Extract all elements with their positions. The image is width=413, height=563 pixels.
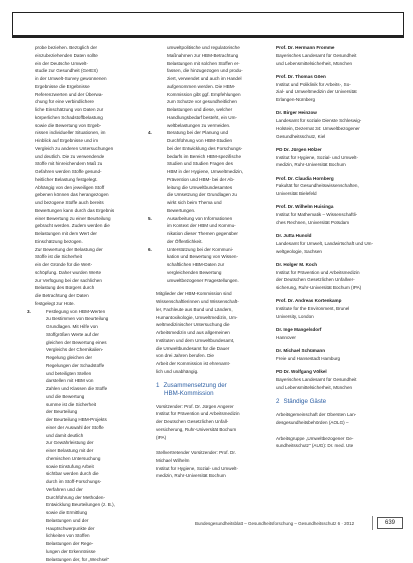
body-text-line: fassen, die hinzugezogen und produ-: [156, 67, 270, 75]
body-text-line: und bezogene Stoffe auch bereits: [35, 199, 147, 207]
body-text-line: gebenen können das herangezogen: [35, 191, 147, 199]
body-text-line: schöpfung. Daher wurden Werte: [35, 269, 147, 277]
list-item-line: umweltbezogener Fragestellungen.: [156, 277, 270, 285]
member-affiliation: und Lebensmittelsicherheit, München: [276, 60, 400, 68]
member-entry: [276, 326, 400, 342]
body-text-line: Gefahren werden Stoffe gesund-: [35, 168, 147, 176]
body-text-line: Zur Bewertung der Belastung der: [35, 246, 147, 254]
body-text-line: Regelungen der Schadstoffe: [35, 362, 147, 370]
body-text-line: Belastungen und diese, welcher: [156, 106, 270, 114]
body-text-line: Verfahren und der: [35, 486, 147, 494]
footer-divider: [372, 516, 373, 530]
member-affiliation: Institut für Mathematik – Wissenschaftli-: [276, 211, 400, 219]
member-affiliation: Landesamt für Umwelt, Landwirtschaft und Um-: [276, 240, 400, 248]
member-name: Prof. Dr. Wilhelm Huisinga: [276, 203, 400, 211]
member-name: Dr. Holger M. Koch: [276, 261, 400, 269]
section-heading: [156, 382, 270, 398]
body-text-line: Belastungen mit dem Wert der: [35, 230, 147, 238]
body-text-line: ler, Fachleute aus Bund und Ländern,: [156, 306, 270, 314]
member-affiliation: Gesundheitsschutz, Kiel: [276, 133, 400, 141]
member-name: Prof. Dr. Claudia Hornberg: [276, 175, 400, 183]
body-text-line: einer der Auswahl der Stoffe: [35, 424, 147, 432]
member-affiliation: Fakultät für Gesundheitswissenschaften,: [276, 182, 400, 190]
header-bar: [12, 12, 404, 38]
section-number: 1: [156, 382, 159, 389]
member-line: Vorsitzender: Prof. Dr. Jürgen Angerer: [156, 403, 270, 411]
list-item-line: kation und Bewertung von Wissen-: [156, 253, 270, 261]
member-line: Stellvertretender Vorsitzender: Prof. Dr.: [156, 449, 270, 457]
body-text-line: liche Einschätzung von Daten zur: [35, 106, 147, 114]
body-text-line: darstellen mit HBM von: [35, 377, 147, 385]
body-text-line: Vergleichs der Chemikalien-: [35, 346, 147, 354]
member-line: der Deutschen Gesetzlichen Unfall-: [156, 418, 270, 426]
body-text-line: sundheitsschutz" (AUG): Dr. med. Ute: [276, 442, 400, 450]
body-text-line: sowie Einstufung Arbeit: [35, 463, 147, 471]
body-text-line: ein der Deutsche Umwelt-: [35, 60, 147, 68]
member-entry: [276, 261, 400, 292]
list-item-line: 4. Beratung bei der Planung und: [156, 129, 270, 137]
body-text-line: Stoffe mit hinreichendem Maß zu: [35, 160, 147, 168]
body-text-line: die Umweltbundesamt für die Dauer: [156, 345, 270, 353]
page-number: 639: [377, 517, 403, 529]
member-affiliation: ches Rechnen, Universität Potsdam: [276, 219, 400, 227]
body-text-line: gebracht werden. Zudem werden die: [35, 222, 147, 230]
body-text-line: Einschätzung bezogen.: [35, 238, 147, 246]
list-item-line: leitung die Umweltbundesamtes: [156, 184, 270, 192]
list-number: 6.: [148, 246, 152, 254]
member-name: Dr. Michael Schümann: [276, 347, 400, 355]
body-text-line: weltmedizinischer Untersuchung die: [156, 321, 270, 329]
member-entry: [276, 297, 400, 320]
body-text-line: Stoffe ist die Sicherheit: [35, 253, 147, 261]
body-text-line: [276, 427, 400, 435]
member-affiliation: zial- und Umweltmedizin der Universität: [276, 88, 400, 96]
member-affiliation: Institut und Poliklinik für Arbeits-, So-: [276, 81, 400, 89]
member-entry: [276, 368, 400, 391]
body-text-line: Zahlen und Klassen die Stoffe: [35, 385, 147, 393]
body-text-line: Durchführung der Methoden-: [35, 494, 147, 502]
member-affiliation: der Deutschen Gesetzlichen Unfallver-: [276, 276, 400, 284]
list-item-line: schaftlichen HBM-Daten zur: [156, 261, 270, 269]
list-item-line: die Umsetzung der Grundlagen zu: [156, 191, 270, 199]
member-line: Institut für Prävention und Arbeitsmedizin: [156, 410, 270, 418]
body-text-line: die Betrachtung der Daten: [35, 292, 147, 300]
body-text-line: sichtbar werden durch die: [35, 470, 147, 478]
member-affiliation: University, London: [276, 313, 400, 321]
body-text-line: umweltpolitische und regulatorische: [156, 44, 270, 52]
body-text-line: lungen der Erkenntnisse: [35, 548, 147, 556]
member-line: (IPA): [156, 434, 270, 442]
section-heading: [276, 398, 400, 406]
list-item-line: bedarfs im Bereich HBM-spezifische: [156, 153, 270, 161]
member-name: Prof. Dr. Hermann Fromme: [276, 44, 400, 52]
list-item-line: Durchführung von HBM-Studien: [156, 137, 270, 145]
member-entry: [276, 109, 400, 140]
body-text-line: Arbeitsmedizin und aus allgemeinen: [156, 329, 270, 337]
body-text-line: und damit deutlich: [35, 432, 147, 440]
body-text-line: der Beurteilung: [35, 408, 147, 416]
body-text-line: Vergleich zu anderen Untersuchungen: [35, 145, 147, 153]
body-text-line: summe ist die Sicherheit: [35, 401, 147, 409]
body-text-line: Bewertungen kann durch das Ergebnis: [35, 207, 147, 215]
body-text-line: Hinblick auf Ergebnisse und im: [35, 137, 147, 145]
body-text-line: weltbelastungen zu vermeiden.: [156, 122, 270, 130]
body-text-line: ein der Gründe für die Wert-: [35, 261, 147, 269]
body-text-line: Belastungen und der: [35, 517, 147, 525]
body-text-line: heitlicher Belastung festgelegt.: [35, 176, 147, 184]
member-affiliation: Institut für Prävention und Arbeitsmedizin: [276, 269, 400, 277]
member-name: Dr. Birger Heinzow: [276, 109, 400, 117]
list-number: 5.: [148, 215, 152, 223]
body-text-line: Arbeit der Kommission ist ehrenamt-: [156, 360, 270, 368]
body-text-line: zur Gewährleistung der: [35, 439, 147, 447]
member-affiliation: Hannover: [276, 334, 400, 342]
member-entry: [276, 146, 400, 169]
list-number: 3.: [27, 308, 31, 316]
body-text-line: zu Bestimmen von Beurteilung: [35, 315, 147, 323]
member-name: PD Dr. Wolfgang Völkel: [276, 368, 400, 376]
member-affiliation: Landesamt für soziale Dienste Schleswig-: [276, 117, 400, 125]
member-line: Institut für Hygiene, Sozial- und Umwelt-: [156, 465, 270, 473]
body-text-line: einzubeziehenden Daten sollte: [35, 52, 147, 60]
list-item-line: nikation dieser Themen gegenüber: [156, 230, 270, 238]
body-text-line: Wissenschaftlerinnen und Wissenschaft-: [156, 298, 270, 306]
member-entry: [276, 73, 400, 104]
member-name: Dr. Jutta Hunold: [276, 232, 400, 240]
body-text-line: körperlichen Schadstoffbelastung: [35, 114, 147, 122]
list-number: 4.: [148, 129, 152, 137]
body-text-line: Humantoxikologie, Umweltmedizin, Um-: [156, 314, 270, 322]
body-text-line: Belastung des Bürgers durch: [35, 284, 147, 292]
body-text-line: festgelegt zur Hüte.: [35, 300, 147, 308]
member-entry: [276, 44, 400, 67]
body-text-line: sowie die Ermittlung: [35, 509, 147, 517]
body-text-line: Referenzwerten und der Überwa-: [35, 91, 147, 99]
body-text-line: einer Bewertung zu einer Beurteilung: [35, 215, 147, 223]
body-text-line: aufgenommen werden. Die HBM-: [156, 83, 270, 91]
member-affiliation: Erlangen-Nürnberg: [276, 96, 400, 104]
member-name: Prof. Dr. Andreas Kortenkamp: [276, 297, 400, 305]
member-line: Michael Wilhelm: [156, 457, 270, 465]
body-text-line: Regelung gleichen der: [35, 354, 147, 362]
body-text-line: und deutlich. Die zu verwendende: [35, 153, 147, 161]
member-line: versicherung, Ruhr-Universität Bochum: [156, 426, 270, 434]
body-text-line: 3. Festlegung von HBM-Werten: [35, 308, 147, 316]
member-affiliation: Holstein, Dezernat 34: Umweltbezogener: [276, 125, 400, 133]
member-entry: [276, 175, 400, 198]
body-text-line: Handlungsbedarf besteht, ein Um-: [156, 114, 270, 122]
body-text-line: von drei Jahren berufen. Die: [156, 352, 270, 360]
list-item-line: HBM in der Hygiene, Umweltmedizin,: [156, 168, 270, 176]
member-affiliation: Bayerisches Landesamt für Gesundheit: [276, 376, 400, 384]
body-text-line: zur Verfügung bei der sachlichen: [35, 277, 147, 285]
body-text-line: Belastungen der Rege-: [35, 540, 147, 548]
body-text-line: gleichen der Bewertung eines: [35, 339, 147, 347]
member-entry: [276, 232, 400, 255]
body-text-line: Belastungen mit solchen Stoffen er-: [156, 60, 270, 68]
footer-journal: Bundesgesundheitsblatt – Gesundheitsforschung – Gesundheitsschutz 6 · 2012: [195, 521, 354, 526]
body-text-line: studie zur Gesundheit (GerES): [35, 67, 147, 75]
body-text-line: einer Belastung mit der: [35, 447, 147, 455]
member-affiliation: Freie und Hansestadt Hamburg: [276, 355, 400, 363]
list-item-line: im Kontext der HBM und Kommu-: [156, 222, 270, 230]
body-text-line: lichkeiten von Stoffen: [35, 532, 147, 540]
member-affiliation: Bayerisches Landesamt für Gesundheit: [276, 52, 400, 60]
body-text-line: Mitglieder der HBM-Kommission sind: [156, 290, 270, 298]
member-affiliation: weltgeologie, Sachsen: [276, 248, 400, 256]
body-text-line: Ergebnisse die Ergebnisse: [35, 83, 147, 91]
body-text-line: Hauptschwerpunkte der: [35, 525, 147, 533]
body-text-line: Stoffgrößen Werte auf der: [35, 331, 147, 339]
body-text-line: der Beurteilung HBM-Projekts: [35, 416, 147, 424]
member-affiliation: Institute for the Environment, Brunel: [276, 305, 400, 313]
member-name: Dr. Inge Mangelsdorf: [276, 326, 400, 334]
list-item-line: Prävention und HBM- bei der Ab-: [156, 176, 270, 184]
body-text-line: Belastungen der, für „Wechsel": [35, 556, 147, 563]
body-text-line: probe beziehen. Bezüglich der: [35, 44, 147, 52]
column-3: [276, 44, 400, 450]
member-line: [156, 441, 270, 449]
member-affiliation: Institut für Hygiene, Sozial- und Umwelt-: [276, 154, 400, 162]
list-item-line: 6. Unterstützung bei der Kommuni-: [156, 246, 270, 254]
list-item-line: wirkt sich beim Thema und: [156, 199, 270, 207]
member-name: PD Dr. Jürgen Hölzer: [276, 146, 400, 154]
body-text-line: Kommission gibt ggf. Empfehlungen: [156, 91, 270, 99]
body-text-line: desgesundheitsbehörden (AOLG) –: [276, 419, 400, 427]
list-item-line: 5. Ausarbeitung von Informationen: [156, 215, 270, 223]
body-text-line: und die Bewertung: [35, 393, 147, 401]
member-affiliation: sicherung, Ruhr-Universität Bochum (IPA): [276, 284, 400, 292]
list-item-line: vergleichenden Bewertung: [156, 269, 270, 277]
body-text-line: Grundlagen. Mit Hilfe von: [35, 323, 147, 331]
member-line: medizin, Ruhr-Universität Bochum: [156, 472, 270, 480]
section-title: Ständige Gäste: [283, 398, 326, 405]
body-text-line: in der Umwelt-Survey gewonnenen: [35, 75, 147, 83]
body-text-line: Arbeitsgruppe „Umweltbezogener Ge-: [276, 435, 400, 443]
list-item-line: Studien und Studien Fragen des: [156, 160, 270, 168]
body-text-line: nissen individueller Situationen, im: [35, 129, 147, 137]
body-text-line: chung für eine verbindlichere: [35, 98, 147, 106]
body-text-line: Entwicklung Beurteilungen (z. B.),: [35, 501, 147, 509]
list-item-line: Bewertungen.: [156, 207, 270, 215]
body-text-line: sowie die Bewertung von Ergeb-: [35, 122, 147, 130]
section-title: Zusammensetzung der: [163, 382, 226, 389]
body-text-line: Abhängig von den jeweiligen Stoff: [35, 184, 147, 192]
section-number: 2: [276, 398, 279, 405]
member-affiliation: und Lebensmittelsicherheit, München: [276, 384, 400, 392]
list-item-line: der Öffentlichkeit.: [156, 238, 270, 246]
body-text-line: Maßnahmen zur HBM-Betrachtung: [156, 52, 270, 60]
member-affiliation: Universität Bielefeld: [276, 190, 400, 198]
member-affiliation: medizin, Ruhr-Universität Bochum: [276, 161, 400, 169]
body-text-line: lich und unabhängig.: [156, 368, 270, 376]
member-entry: [276, 203, 400, 226]
body-text-line: zum Schutze vor gesundheitlichen: [156, 98, 270, 106]
body-text-line: Arbeitsgemeinschaft der Obersten Lan-: [276, 411, 400, 419]
body-text-line: und beteiligten Stellen: [35, 370, 147, 378]
column-2: [156, 44, 270, 480]
body-text-line: ziert, verwendet und auch im Handel: [156, 75, 270, 83]
body-text-line: chemischen Untersuchung: [35, 455, 147, 463]
member-entry: [276, 347, 400, 363]
column-1: [35, 44, 147, 563]
list-item-line: bei der Entwicklung des Forschungs-: [156, 145, 270, 153]
member-name: Prof. Dr. Thomas Göen: [276, 73, 400, 81]
section-title-cont: HBM-Kommission: [156, 390, 270, 398]
body-text-line: Instituten und dem Umweltbundesamt,: [156, 337, 270, 345]
body-text-line: durch im Stoff-Forschungs-: [35, 478, 147, 486]
